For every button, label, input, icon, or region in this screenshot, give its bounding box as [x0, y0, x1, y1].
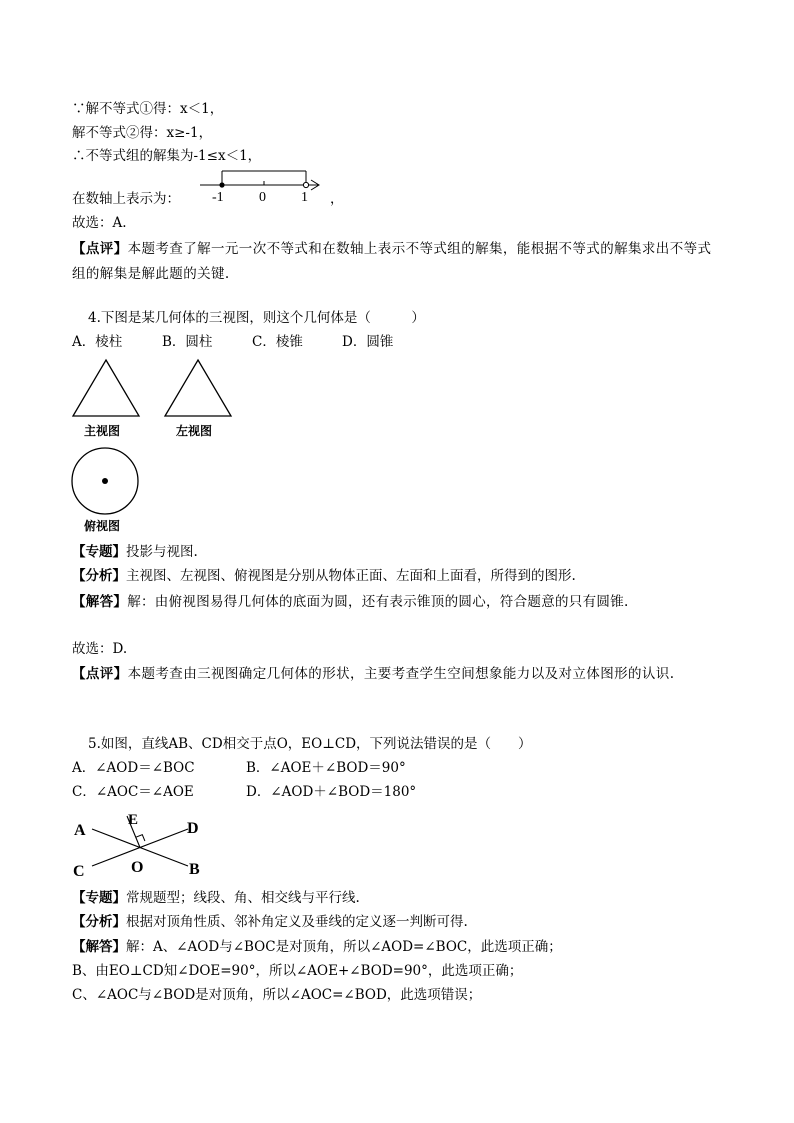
q4-question: 4.下图是某几何体的三视图，则这个几何体是（ ）: [88, 310, 425, 326]
tick-label-1: 1: [301, 190, 308, 205]
analysis-text: 根据对顶角性质、邻补角定义及垂线的定义逐一判断可得.: [126, 914, 468, 930]
q5-option-a: A．∠AOD＝∠BOC: [72, 760, 195, 776]
left-view-label: 左视图: [176, 424, 213, 438]
analysis-tag: 【分析】: [72, 568, 126, 584]
tick-label-neg1: -1: [212, 190, 224, 205]
q4-option-c: C．棱锥: [252, 334, 303, 350]
q4-option-b: B．圆柱: [162, 334, 213, 350]
topic-tag: 【专题】: [72, 890, 126, 906]
analysis-tag: 【分析】: [72, 914, 126, 930]
front-view-label: 主视图: [84, 424, 121, 438]
label-b: B: [189, 861, 200, 878]
q3-answer: 故选：A.: [72, 215, 127, 231]
solution-tag: 【解答】: [72, 594, 128, 610]
closed-endpoint-dot: [219, 182, 224, 187]
topic-tag: 【专题】: [72, 544, 126, 560]
q5-solution: [72, 937, 562, 957]
q5-analysis: [72, 912, 468, 932]
q5-question: 5.如图，直线AB、CD相交于点O，EO⊥CD，下列说法错误的是（ ）: [88, 736, 532, 752]
q3-step-3: ∴不等式组的解集为-1≤x＜1，: [72, 148, 262, 164]
q3-numberline-prefix: 在数轴上表示为：: [72, 191, 180, 207]
q4-answer: 故选：D.: [72, 641, 128, 657]
comment-text: 本题考查由三视图确定几何体的形状，主要考查学生空间想象能力以及对立体图形的认识.: [127, 666, 675, 682]
topic-text: 常规题型；线段、角、相交线与平行线.: [126, 890, 360, 906]
q5-solution-c: C、∠AOC与∠BOD是对顶角，所以∠AOC=∠BOD，此选项错误；: [72, 987, 482, 1003]
q4-solution: [72, 590, 697, 614]
q5-solution-b: B、由EO⊥CD知∠DOE=90°，所以∠AOE+∠BOD=90°，此选项正确；: [72, 963, 523, 979]
label-c: C: [73, 863, 85, 880]
q4-option-a: A．棱柱: [72, 334, 123, 350]
solution-text: 解：A、∠AOD与∠BOC是对顶角，所以∠AOD=∠BOC，此选项正确；: [126, 939, 562, 955]
comment-text: 本题考查了解一元一次不等式和在数轴上表示不等式组的解集，能根据不等式的解集求出不等式组的解集是解此题的关键.: [72, 241, 712, 282]
front-view-triangle: [72, 359, 140, 417]
top-view-circle: [71, 447, 139, 515]
q4-comment: [72, 662, 722, 687]
label-a: A: [74, 822, 86, 839]
analysis-text: 主视图、左视图、俯视图是分别从物体正面、左面和上面看，所得到的图形.: [126, 568, 576, 584]
open-endpoint-dot: [303, 182, 308, 187]
q4-analysis: [72, 566, 576, 586]
solution-tag: 【解答】: [72, 939, 126, 955]
intersecting-lines-figure: [70, 810, 210, 880]
tick-label-0: 0: [259, 190, 266, 205]
apex-center-dot: [102, 478, 108, 484]
label-e: E: [128, 812, 139, 828]
comment-tag: 【点评】: [72, 241, 128, 257]
left-view-triangle: [164, 359, 232, 417]
q5-option-d: D．∠AOD＋∠BOD＝180°: [246, 784, 417, 800]
q3-comment: [72, 237, 722, 287]
q3-step-1: ∵解不等式①得：x＜1，: [72, 101, 224, 117]
q5-option-c: C．∠AOC＝∠AOE: [72, 784, 194, 800]
q3-numberline-suffix: ，: [330, 191, 344, 207]
q4-topic: [72, 542, 198, 562]
topic-text: 投影与视图.: [126, 544, 198, 560]
label-o: O: [131, 859, 144, 876]
number-line-figure: [198, 166, 333, 206]
top-view-label: 俯视图: [84, 519, 121, 533]
q5-topic: [72, 888, 360, 908]
comment-tag: 【点评】: [72, 666, 128, 682]
solution-text: 解：由俯视图易得几何体的底面为圆，还有表示锥顶的圆心，符合题意的只有圆锥.: [127, 594, 629, 610]
q5-option-b: B．∠AOE＋∠BOD＝90°: [246, 760, 406, 776]
label-d: D: [187, 820, 199, 837]
q4-option-d: D．圆锥: [342, 334, 394, 350]
q3-step-2: 解不等式②得：x≥-1，: [72, 125, 213, 141]
